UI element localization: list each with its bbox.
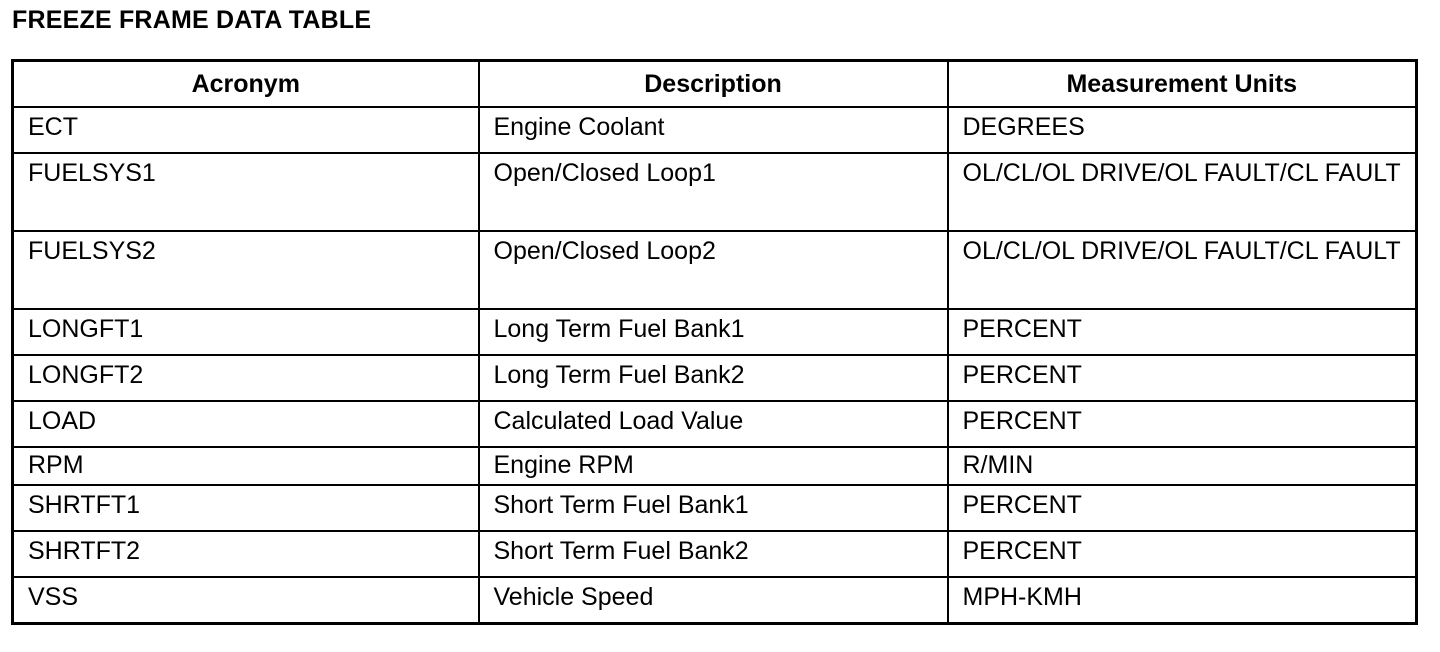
units-cell: PERCENT bbox=[948, 355, 1417, 401]
table-row bbox=[13, 577, 1417, 624]
description-cell: Open/Closed Loop2 bbox=[479, 231, 948, 309]
units-cell: OL/CL/OL DRIVE/OL FAULT/CL FAULT bbox=[948, 231, 1417, 309]
table-header-row bbox=[13, 61, 1417, 108]
acronym-cell: SHRTFT1 bbox=[13, 485, 479, 531]
column-header-acronym: Acronym bbox=[13, 61, 479, 108]
acronym-cell: LONGFT2 bbox=[13, 355, 479, 401]
units-cell: PERCENT bbox=[948, 401, 1417, 447]
description-cell: Short Term Fuel Bank1 bbox=[479, 485, 948, 531]
units-cell: MPH-KMH bbox=[948, 577, 1417, 624]
units-cell: DEGREES bbox=[948, 107, 1417, 153]
description-cell: Calculated Load Value bbox=[479, 401, 948, 447]
acronym-cell: LOAD bbox=[13, 401, 479, 447]
table-row bbox=[13, 309, 1417, 355]
page-title: FREEZE FRAME DATA TABLE bbox=[12, 6, 372, 34]
freeze-frame-data-table bbox=[11, 59, 1418, 625]
table-row bbox=[13, 231, 1417, 309]
table-row bbox=[13, 107, 1417, 153]
table-row bbox=[13, 401, 1417, 447]
table-row bbox=[13, 153, 1417, 231]
units-cell: PERCENT bbox=[948, 309, 1417, 355]
acronym-cell: SHRTFT2 bbox=[13, 531, 479, 577]
acronym-cell: FUELSYS2 bbox=[13, 231, 479, 309]
description-cell: Short Term Fuel Bank2 bbox=[479, 531, 948, 577]
column-header-description: Description bbox=[479, 61, 948, 108]
acronym-cell: ECT bbox=[13, 107, 479, 153]
description-cell: Engine RPM bbox=[479, 447, 948, 485]
description-cell: Open/Closed Loop1 bbox=[479, 153, 948, 231]
description-cell: Engine Coolant bbox=[479, 107, 948, 153]
description-cell: Long Term Fuel Bank2 bbox=[479, 355, 948, 401]
table-row bbox=[13, 485, 1417, 531]
table-row bbox=[13, 355, 1417, 401]
units-cell: PERCENT bbox=[948, 485, 1417, 531]
units-cell: OL/CL/OL DRIVE/OL FAULT/CL FAULT bbox=[948, 153, 1417, 231]
acronym-cell: VSS bbox=[13, 577, 479, 624]
column-header-measurement-units: Measurement Units bbox=[948, 61, 1417, 108]
units-cell: R/MIN bbox=[948, 447, 1417, 485]
table-row bbox=[13, 447, 1417, 485]
description-cell: Vehicle Speed bbox=[479, 577, 948, 624]
freeze-frame-table-container bbox=[11, 59, 1415, 625]
units-cell: PERCENT bbox=[948, 531, 1417, 577]
acronym-cell: FUELSYS1 bbox=[13, 153, 479, 231]
table-row bbox=[13, 531, 1417, 577]
acronym-cell: LONGFT1 bbox=[13, 309, 479, 355]
description-cell: Long Term Fuel Bank1 bbox=[479, 309, 948, 355]
acronym-cell: RPM bbox=[13, 447, 479, 485]
